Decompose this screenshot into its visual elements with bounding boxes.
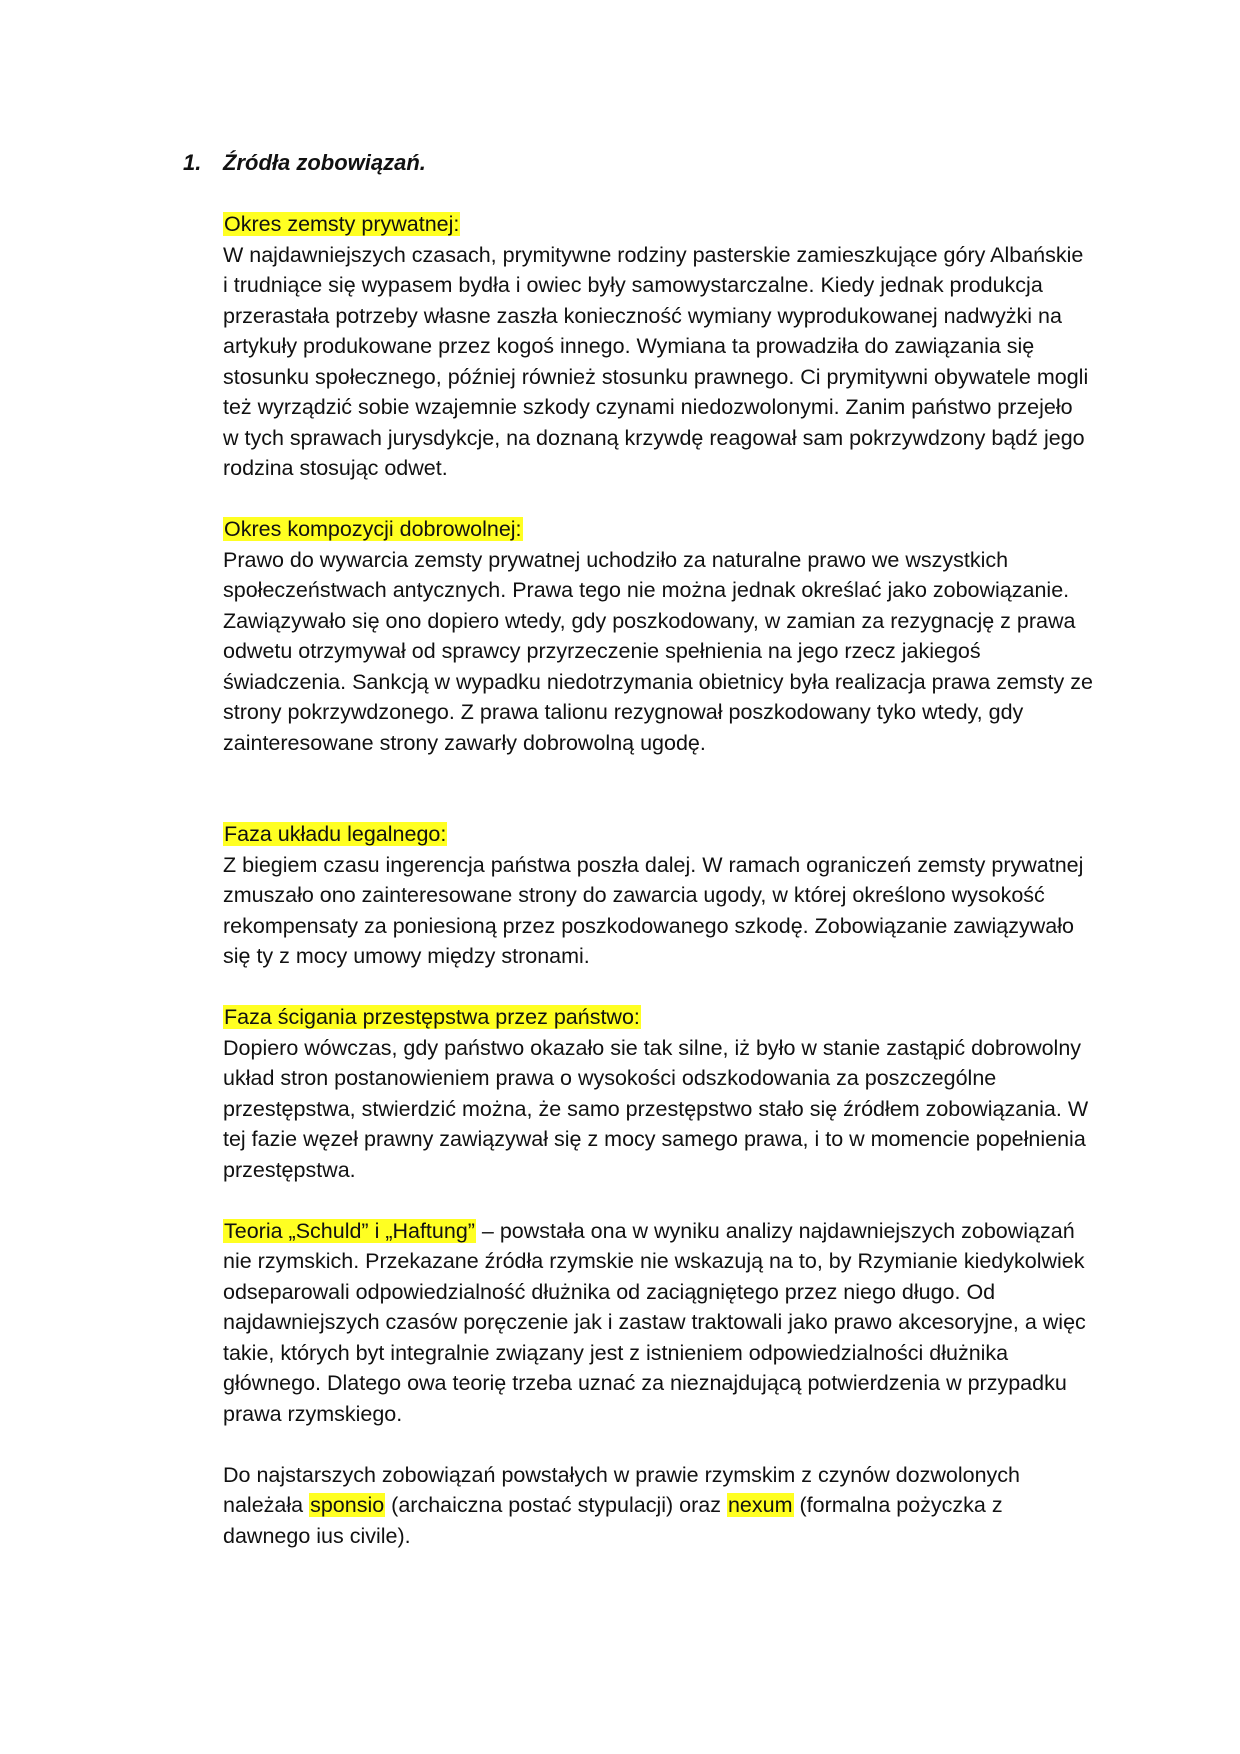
section-theory <box>223 1216 1093 1430</box>
term-nexum: nexum <box>727 1493 793 1517</box>
closing-text-1: Do najstarszych zobowiązań powstałych w prawie rzymskim z czynów dozwolonych należała <box>223 1462 1020 1517</box>
section-closing <box>223 1460 1093 1552</box>
section-zemsty <box>223 209 1093 484</box>
section-text: Z biegiem czasu ingerencja państwa poszła dalej. W ramach ograniczeń zemsty prywatnej zmuszało ono zainteresowane strony do zawarcia ugody, w której określono wysokość rekompensaty za poniesioną przez poszkodowanego szkodę. Zobowiązanie zawiązywało się ty z mocy umowy między stronami. <box>223 852 1084 968</box>
document-body <box>223 209 1093 1582</box>
theory-label: Teoria „Schuld” i „Haftung” <box>224 1218 475 1243</box>
heading-number: 1. <box>183 150 202 175</box>
section-label: Faza układu legalnego: <box>224 822 447 846</box>
section-ukladu <box>223 819 1093 972</box>
section-text: Dopiero wówczas, gdy państwo okazało sie tak silne, iż było w stanie zastąpić dobrowolny układ stron postanowieniem prawa o wysokości odszkodowania za poszczególne przestępstwa, stwierdzić można, że samo przestępstwo stało się źródłem zobowiązania. W tej fazie węzeł prawny zawiązywał się z mocy samego prawa, i to w momencie popełnienia przestępstwa. <box>223 1035 1089 1182</box>
section-label: Faza ścigania przestępstwa przez państwo: <box>224 1005 640 1029</box>
section-kompozycji <box>223 514 1093 758</box>
heading-title: Źródła zobowiązań. <box>223 150 426 175</box>
section-label: Okres kompozycji dobrowolnej: <box>224 517 522 541</box>
closing-text-3: (formalna pożyczka z dawnego ius civile). <box>223 1493 1003 1548</box>
section-scigania <box>223 1002 1093 1185</box>
section-heading <box>183 148 426 178</box>
section-text: W najdawniejszych czasach, prymitywne rodziny pasterskie zamieszkujące góry Albańskie i trudniące się wypasem bydła i owiec były samowystarczalne. Kiedy jednak produkcja przerastała potrzeby własne zaszła konieczność wymiany wyprodukowanej nadwyżki na artykuły produkowane przez kogoś innego. Wymiana ta prowadziła do zawiązania się stosunku społecznego, później również stosunku prawnego. Ci prymitywni obywatele mogli też wyrządzić sobie wzajemnie szkody czynami niedozwolonymi. Zanim państwo przejeło w tych sprawach jurysdykcje, na doznaną krzywdę reagował sam pokrzywdzony bądź jego rodzina stosując odwet. <box>223 242 1089 480</box>
term-sponsio: sponsio <box>310 1493 385 1517</box>
closing-text-2: (archaiczna postać stypulacji) oraz <box>385 1493 727 1517</box>
section-label: Okres zemsty prywatnej: <box>224 212 460 236</box>
section-text: Prawo do wywarcia zemsty prywatnej uchodziło za naturalne prawo we wszystkich społeczeństwach antycznych. Prawa tego nie można jednak określać jako zobowiązanie. Zawiązywało się ono dopiero wtedy, gdy poszkodowany, w zamian za rezygnację z prawa odwetu otrzymywał od sprawcy przyrzeczenie spełnienia na jego rzecz jakiegoś świadczenia. Sankcją w wypadku niedotrzymania obietnicy była realizacja prawa zemsty ze strony pokrzywdzonego. Z prawa talionu rezygnował poszkodowany tyko wtedy, gdy zainteresowane strony zawarły dobrowolną ugodę. <box>223 547 1093 755</box>
theory-text: – powstała ona w wyniku analizy najdawniejszych zobowiązań nie rzymskich. Przekazane źródła rzymskie nie wskazują na to, by Rzymianie kiedykolwiek odseparowali odpowiedzialność dłużnika od zaciągniętego przez niego długo. Od najdawniejszych czasów poręczenie jak i zastaw traktowali jako prawo akcesoryjne, a więc takie, których byt integralnie związany jest z istnieniem odpowiedzialności dłużnika głównego. Dlatego owa teorię trzeba uznać za nieznajdującą potwierdzenia w przypadku prawa rzymskiego. <box>223 1218 1086 1426</box>
